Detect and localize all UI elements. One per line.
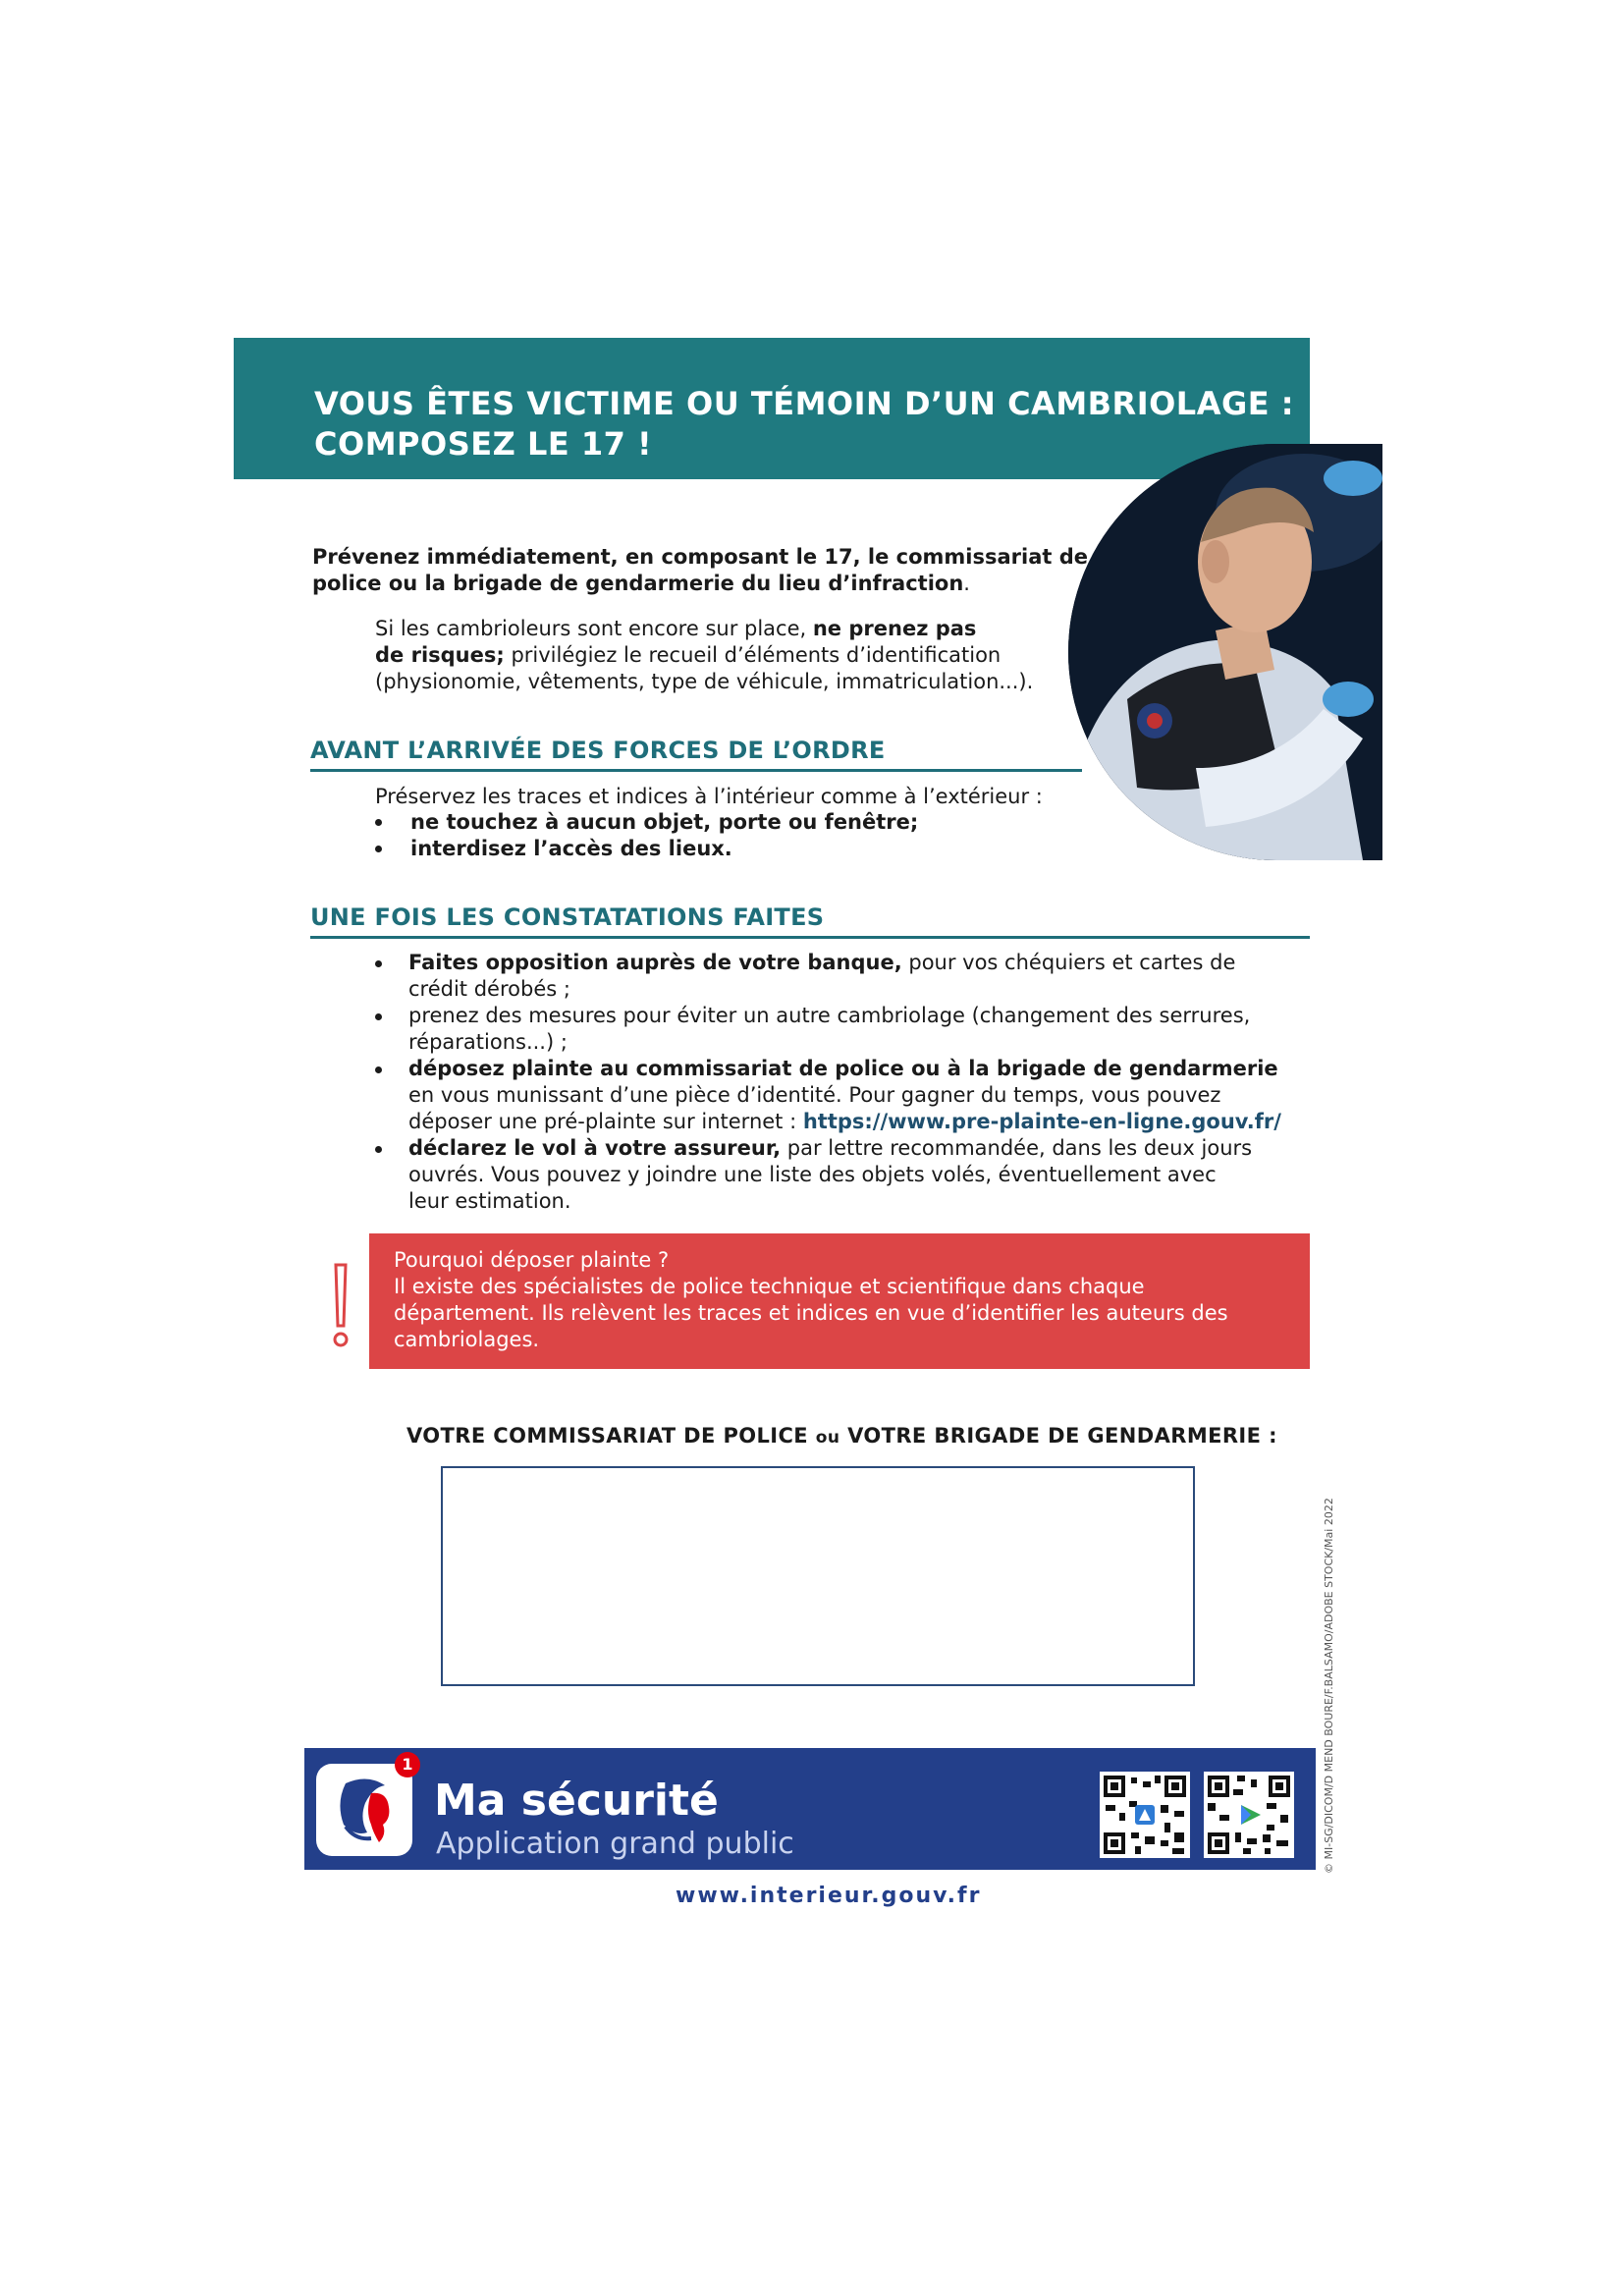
intro-line1: Prévenez immédiatement, en composant le 17, le commissariat de <box>312 545 1089 569</box>
risk-line3: (physionomie, vêtements, type de véhicule, immatriculation...). <box>375 670 1034 693</box>
address-label-ou: ou <box>815 1428 840 1448</box>
address-label-gendarmerie: VOTRE BRIGADE DE GENDARMERIE : <box>839 1424 1277 1448</box>
section2-bullet-1-bold: Faites opposition auprès de votre banque, <box>408 951 902 974</box>
header-title-line2: COMPOSEZ LE 17 ! <box>314 425 653 463</box>
intro-line2 <box>312 571 970 597</box>
section2-bullet-4-line2: ouvrés. Vous pouvez y joindre une liste des objets volés, éventuellement avec <box>408 1163 1217 1186</box>
section2-bullet-2-line2: réparations...) ; <box>408 1030 568 1054</box>
section-title-avant: AVANT L’ARRIVÉE DES FORCES DE L’ORDRE <box>310 737 886 764</box>
section2-bullet-3-line3-text: déposer une pré-plainte sur internet : <box>408 1110 803 1133</box>
notification-badge: 1 <box>395 1752 420 1777</box>
section2-bullet-4-line3: leur estimation. <box>408 1189 571 1213</box>
risk-line1-text: Si les cambrioleurs sont encore sur place, <box>375 617 813 640</box>
header-banner <box>234 338 1310 479</box>
app-name: Ma sécurité <box>434 1776 719 1826</box>
pre-plainte-link[interactable]: https://www.pre-plainte-en-ligne.gouv.fr/ <box>802 1110 1281 1133</box>
section2-bullet-1-text: pour vos chéquiers et cartes de <box>901 951 1236 974</box>
police-officer-photo <box>1068 444 1382 860</box>
bullet <box>375 819 382 826</box>
bullet <box>375 1066 382 1073</box>
section2-bullet-4-text: par lettre recommandée, dans les deux jours <box>781 1136 1253 1160</box>
alert-line2: département. Ils relèvent les traces et indices en vue d’identifier les auteurs des <box>394 1301 1228 1325</box>
section1-bullet-1: ne touchez à aucun objet, porte ou fenêtre; <box>410 810 919 834</box>
address-label-police: VOTRE COMMISSARIAT DE POLICE <box>406 1424 816 1448</box>
marianne-logo <box>316 1764 412 1856</box>
risk-line2 <box>375 642 1001 669</box>
photo-credit: © MI-SG/DICOM/D MEND BOURE/F.BALSAMO/ADOBE STOCK/Mai 2022 <box>1323 1498 1335 1874</box>
section-divider <box>310 936 1310 939</box>
qr-code-google-play[interactable] <box>1204 1772 1294 1858</box>
address-label <box>406 1424 1277 1448</box>
section-divider <box>310 769 1082 772</box>
address-box[interactable] <box>441 1466 1195 1686</box>
section2-bullet-4 <box>408 1135 1252 1162</box>
app-subtitle: Application grand public <box>436 1827 794 1861</box>
qr-code-app-store[interactable] <box>1100 1772 1190 1858</box>
section2-bullet-4-bold: déclarez le vol à votre assureur, <box>408 1136 782 1160</box>
alert-title: Pourquoi déposer plainte ? <box>394 1248 670 1272</box>
section2-bullet-3: déposez plainte au commissariat de police ou à la brigade de gendarmerie <box>408 1057 1278 1080</box>
exclamation-icon <box>328 1261 353 1351</box>
alert-box <box>369 1233 1310 1369</box>
section-title-constatations: UNE FOIS LES CONSTATATIONS FAITES <box>310 903 825 931</box>
section1-bullet-2: interdisez l’accès des lieux. <box>410 837 732 860</box>
risk-line2-bold: de risques; <box>375 643 505 667</box>
bullet <box>375 1146 382 1153</box>
risk-line2-text: privilégiez le recueil d’éléments d’identification <box>504 643 1001 667</box>
section2-bullet-2: prenez des mesures pour éviter un autre cambriolage (changement des serrures, <box>408 1004 1251 1027</box>
risk-line1-bold: ne prenez pas <box>812 617 977 640</box>
bullet <box>375 1013 382 1020</box>
section2-bullet-1 <box>408 950 1235 976</box>
section2-bullet-3-line2: en vous munissant d’une pièce d’identité. Pour gagner du temps, vous pouvez <box>408 1083 1221 1107</box>
alert-line3: cambriolages. <box>394 1328 540 1351</box>
section1-intro: Préservez les traces et indices à l’intérieur comme à l’extérieur : <box>375 785 1043 808</box>
intro-line2-end: . <box>963 572 970 595</box>
risk-line1 <box>375 616 976 642</box>
header-title-line1: VOUS ÊTES VICTIME OU TÉMOIN D’UN CAMBRIOLAGE : <box>314 385 1295 422</box>
bullet <box>375 960 382 967</box>
bullet <box>375 846 382 852</box>
footer-banner <box>304 1748 1316 1870</box>
section2-bullet-1-line2: crédit dérobés ; <box>408 977 570 1001</box>
website-link[interactable]: www.interieur.gouv.fr <box>676 1884 982 1908</box>
alert-line1: Il existe des spécialistes de police technique et scientifique dans chaque <box>394 1275 1145 1298</box>
section2-bullet-3-line3 <box>408 1109 1281 1135</box>
intro-line2-bold: police ou la brigade de gendarmerie du lieu d’infraction <box>312 572 964 595</box>
